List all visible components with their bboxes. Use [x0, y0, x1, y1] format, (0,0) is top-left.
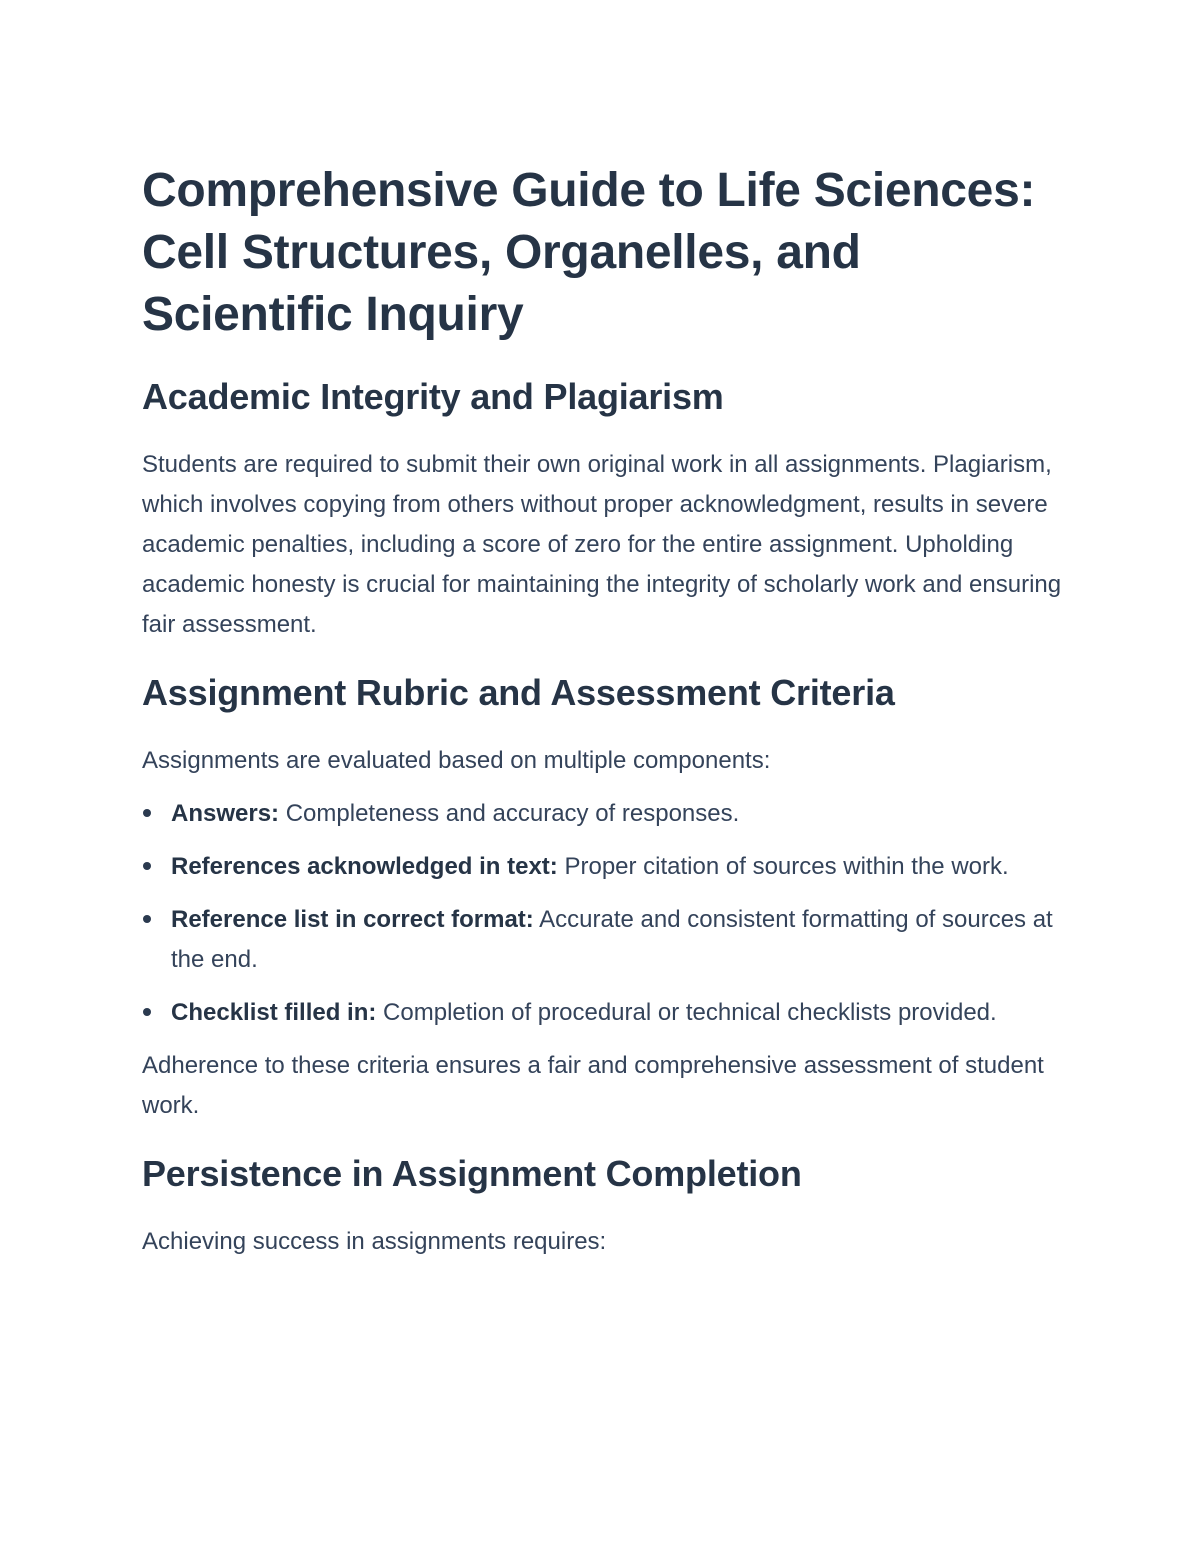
- criteria-term: Reference list in correct format:: [171, 906, 534, 933]
- title-line-3: Scientific Inquiry: [142, 288, 524, 341]
- rubric-intro: Assignments are evaluated based on multiple components:: [142, 747, 771, 774]
- rubric-closing: Adherence to these criteria ensures a fair and comprehensive assessment of student work.: [142, 1052, 1044, 1119]
- list-item: [142, 794, 1062, 834]
- title-line-2: Cell Structures, Organelles, and: [142, 226, 861, 279]
- criteria-term: References acknowledged in text:: [171, 853, 558, 880]
- bullet-icon: [143, 862, 151, 870]
- criteria-term: Answers:: [171, 800, 280, 827]
- criteria-description: Completion of procedural or technical checklists provided.: [376, 999, 997, 1026]
- bullet-icon: [143, 809, 151, 817]
- section-heading-persistence: Persistence in Assignment Completion: [142, 1153, 802, 1194]
- academic-integrity-paragraph: Students are required to submit their own original work in all assignments. Plagiarism, which involves copying from others without proper acknowledgment, results in severe academic penalties, including a score of zero for the entire assignment. Upholding academic honesty is crucial for maintaining the integrity of scholarly work and ensuring fair assessment.: [142, 451, 1062, 638]
- rubric-criteria-list: [142, 794, 1062, 1033]
- criteria-description: Proper citation of sources within the work.: [557, 853, 1009, 880]
- criteria-term: Checklist filled in:: [171, 999, 377, 1026]
- title-line-1: Comprehensive Guide to Life Sciences:: [142, 164, 1036, 217]
- list-item: [142, 847, 1062, 887]
- persistence-intro: Achieving success in assignments requires:: [142, 1228, 607, 1255]
- bullet-icon: [143, 915, 151, 923]
- document-page: [142, 160, 1062, 1262]
- section-heading-rubric: Assignment Rubric and Assessment Criteria: [142, 672, 895, 713]
- bullet-icon: [143, 1008, 151, 1016]
- document-title: [142, 160, 1062, 346]
- section-heading-academic-integrity: Academic Integrity and Plagiarism: [142, 376, 724, 417]
- criteria-description: Accurate and consistent formatting of sources at the end.: [171, 906, 1053, 973]
- criteria-description: Completeness and accuracy of responses.: [279, 800, 740, 827]
- list-item: [142, 993, 1062, 1033]
- list-item: [142, 900, 1062, 980]
